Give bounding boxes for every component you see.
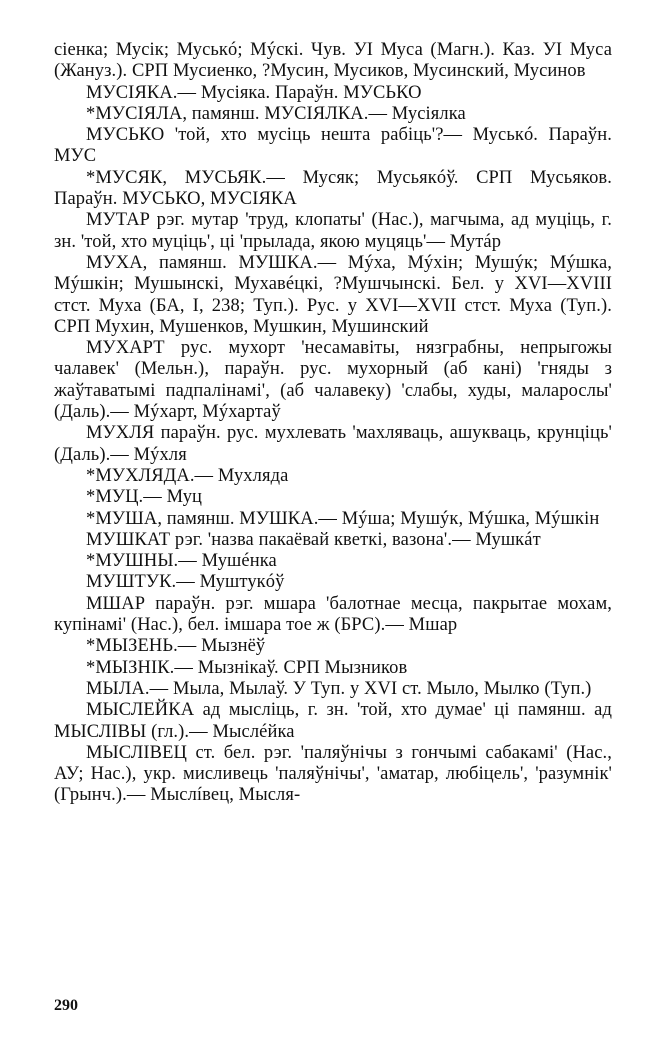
- dictionary-column: [54, 40, 612, 807]
- dictionary-entry: *МЫЗНІК.— Мызнікаў. СРП Мызников: [86, 657, 408, 678]
- dictionary-entry: МШАР параўн. рэг. мшара 'балотнае месца, пакрытае мохам, купінамі' (Нас.), бел. імшара тое ж (БРС).— Мшар: [54, 593, 612, 636]
- dictionary-entry: МЫСЛЕЙКА ад мысліць, г. зн. 'той, хто думае' ці памянш. ад МЫСЛІВЫ (гл.).— Мыслéйка: [54, 700, 612, 742]
- dictionary-entry: МУХЛЯ параўн. рус. мухлевать 'махляваць, ашукваць, крунціць' (Даль).— Мýхля: [54, 423, 612, 465]
- dictionary-entry: МЫЛА.— Мыла, Мылаў. У Туп. у XVI ст. Мыло, Мылко (Туп.): [86, 678, 592, 699]
- page-number: 290: [54, 997, 78, 1014]
- dictionary-entry: *МУХЛЯДА.— Мухляда: [86, 465, 289, 486]
- dictionary-entry: *МУША, памянш. МУШКА.— Мýша; Мушýк, Мýшка, Мýшкін: [86, 508, 600, 529]
- dictionary-entry: *МЫЗЕНЬ.— Мызнёў: [86, 636, 266, 657]
- dictionary-entry: МУШКАТ рэг. 'назва пакаёвай кветкі, вазона'.— Мушкáт: [86, 529, 541, 550]
- dictionary-entry: МУХАРТ рус. мухорт 'несамавіты, нязграбны, непрыгожы чалавек' (Мельн.), параўн. рус. мухорный (аб кані) 'гняды з жаўтаватымі падпалінамі', (аб чалавеку) 'слабы, худы, маларослы' (Даль).— Мýхарт, Мýхартаў: [54, 338, 612, 423]
- dictionary-entry: МУШТУК.— Муштукóў: [86, 572, 285, 593]
- dictionary-entry: МУТАР рэг. мутар 'труд, клопаты' (Нас.), магчыма, ад муціць, г. зн. 'той, хто муціць', ці 'прылада, якою муцяць'— Мутáр: [54, 210, 612, 252]
- dictionary-entry: МЫСЛІВЕЦ ст. бел. рэг. 'паляўнічы з гончымі сабакамі' (Нас., АУ; Нас.), укр. мисливець 'паляўнічы', 'аматар, любіцель', 'разумнік' (Грынч.).— Мыслíвец, Мысля-: [54, 742, 612, 806]
- dictionary-entry: *МУСЯК, МУСЬЯК.— Мусяк; Мусьякóў. СРП Мусьяков. Параўн. МУСЬКО, МУСІЯКА: [54, 167, 612, 210]
- dictionary-entry: МУСЬКО 'той, хто мусіць нешта рабіць'?— Муськó. Параўн. МУС: [54, 125, 612, 167]
- dictionary-entry: *МУШНЫ.— Мушéнка: [86, 551, 277, 572]
- dictionary-entry: *МУЦ.— Муц: [86, 487, 203, 508]
- dictionary-entry: сіенка; Мусік; Муськó; Мýскі. Чув. УІ Муса (Магн.). Каз. УІ Муса (Жануз.). СРП Мусиенко, ?Мусин, Мусиков, Мусинский, Мусинов: [54, 40, 612, 82]
- dictionary-entry: МУХА, памянш. МУШКА.— Мýха, Мýхін; Мушýк; Мýшка, Мýшкін; Мушынскі, Мухавéцкі, ?Мушчынскі. Бел. у XVI—XVIII стст. Муха (БА, I, 238; Туп.). Рус. у XVI—XVII стст. Муха (Туп.). СРП Мухин, Мушенков, Мушкин, Мушинский: [54, 252, 612, 337]
- dictionary-entry: *МУСІЯЛА, памянш. МУСІЯЛКА.— Мусіялка: [86, 103, 466, 124]
- dictionary-entry: МУСІЯКА.— Мусіяка. Параўн. МУСЬКО: [86, 82, 422, 103]
